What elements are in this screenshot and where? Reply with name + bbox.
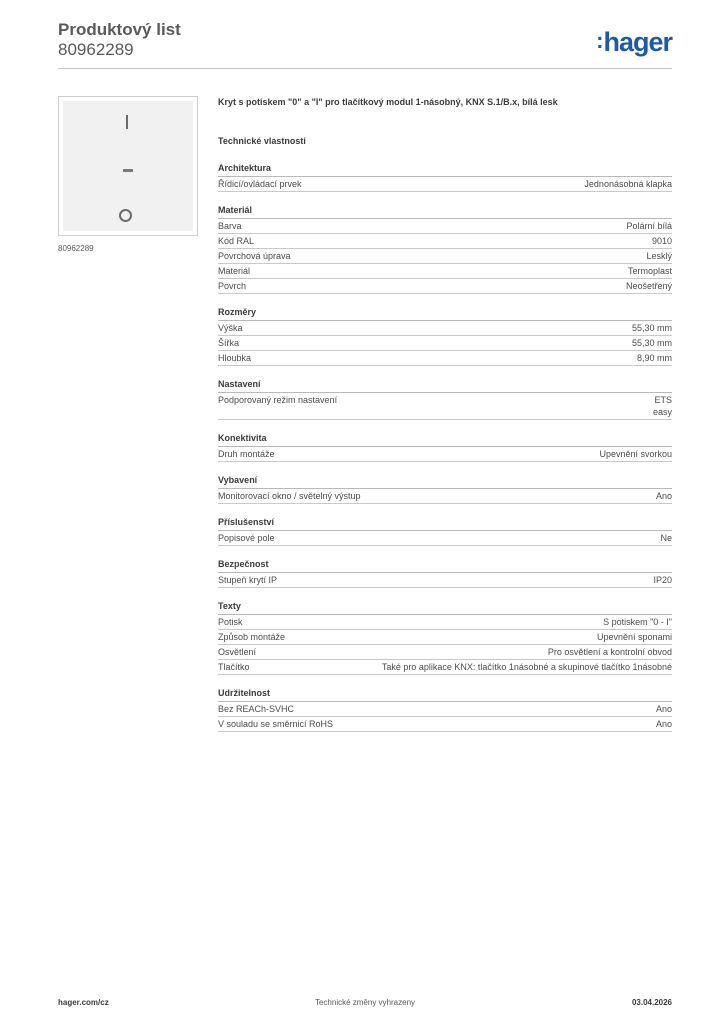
property-value: Neošetřený xyxy=(625,281,672,291)
switch-cover-face xyxy=(63,101,193,231)
property-value: Termoplast xyxy=(627,266,672,276)
property-value: Lesklý xyxy=(646,251,672,261)
property-row xyxy=(218,393,672,420)
property-label: Druh montáže xyxy=(218,449,275,459)
property-label: Potisk xyxy=(218,617,243,627)
property-row xyxy=(218,447,672,462)
property-label: V souladu se směrnicí RoHS xyxy=(218,719,334,729)
property-group xyxy=(218,432,672,462)
group-title: Bezpečnost xyxy=(218,558,672,573)
property-row xyxy=(218,702,672,717)
property-group xyxy=(218,378,672,420)
property-label: Kód RAL xyxy=(218,236,255,246)
property-value: Jednonásobná klapka xyxy=(584,179,672,189)
property-value: Pro osvětlení a kontrolní obvod xyxy=(547,647,672,657)
property-row xyxy=(218,630,672,645)
property-group xyxy=(218,600,672,675)
property-row xyxy=(218,234,672,249)
property-value: Polární bílá xyxy=(626,221,672,231)
property-row xyxy=(218,321,672,336)
property-label: Šířka xyxy=(218,338,240,348)
property-row xyxy=(218,717,672,732)
property-value: 55,30 mm xyxy=(631,338,672,348)
group-title: Materiál xyxy=(218,204,672,219)
property-row xyxy=(218,573,672,588)
property-label: Povrchová úprava xyxy=(218,251,291,261)
property-label: Tlačítko xyxy=(218,662,250,672)
hager-logo: :hager xyxy=(596,27,672,57)
property-label: Popisové pole xyxy=(218,533,275,543)
group-title: Architektura xyxy=(218,162,672,177)
on-symbol-icon xyxy=(126,115,128,129)
property-row xyxy=(218,489,672,504)
property-label: Hloubka xyxy=(218,353,252,363)
property-group xyxy=(218,558,672,588)
logo-text: hager xyxy=(603,27,672,57)
product-code: 80962289 xyxy=(58,40,134,59)
group-title: Nastavení xyxy=(218,378,672,393)
header-divider xyxy=(58,68,672,69)
property-row xyxy=(218,219,672,234)
property-label: Výška xyxy=(218,323,243,333)
property-row xyxy=(218,249,672,264)
property-value: 55,30 mm xyxy=(631,323,672,333)
product-image xyxy=(58,96,198,236)
property-row xyxy=(218,531,672,546)
group-title: Texty xyxy=(218,600,672,615)
property-value: 9010 xyxy=(651,236,672,246)
property-value: Ano xyxy=(655,704,672,714)
page-header xyxy=(58,20,672,60)
property-label: Povrch xyxy=(218,281,247,291)
group-title: Udržitelnost xyxy=(218,687,672,702)
property-value: Ne xyxy=(660,533,672,543)
footer-website-link[interactable]: hager.com/cz xyxy=(58,998,109,1007)
property-label: Monitorovací okno / světelný výstup xyxy=(218,491,361,501)
property-label: Podporovaný režim nastavení xyxy=(218,395,338,405)
section-title: Technické vlastnosti xyxy=(218,136,306,146)
property-value: ETS easy xyxy=(652,395,672,417)
property-row xyxy=(218,279,672,294)
footer-note: Technické změny vyhrazeny xyxy=(314,998,416,1007)
property-label: Bez REACh-SVHC xyxy=(218,704,295,714)
property-row xyxy=(218,660,672,675)
property-value: IP20 xyxy=(653,575,672,585)
property-value: Ano xyxy=(655,491,672,501)
property-value: 8,90 mm xyxy=(636,353,672,363)
image-caption: 80962289 xyxy=(58,244,94,253)
property-value: Upevnění sponami xyxy=(596,632,672,642)
property-row xyxy=(218,264,672,279)
property-value: Také pro aplikace KNX: tlačítko 1násobné a skupinové tlačítko 1násobné xyxy=(381,662,672,672)
property-label: Řídicí/ovládací prvek xyxy=(218,179,302,189)
property-value: S potiskem "0 - I" xyxy=(603,617,672,627)
property-value: Upevnění svorkou xyxy=(599,449,672,459)
property-value: Ano xyxy=(655,719,672,729)
footer-date: 03.04.2026 xyxy=(631,998,672,1007)
property-group xyxy=(218,687,672,732)
property-group xyxy=(218,306,672,366)
property-label: Barva xyxy=(218,221,242,231)
group-title: Rozměry xyxy=(218,306,672,321)
property-label: Osvětlení xyxy=(218,647,257,657)
properties-list xyxy=(218,162,672,732)
document-title: Produktový list xyxy=(58,20,181,39)
led-window-icon xyxy=(123,169,133,172)
product-details xyxy=(218,96,672,744)
group-title: Vybavení xyxy=(218,474,672,489)
property-label: Materiál xyxy=(218,266,251,276)
property-group xyxy=(218,204,672,294)
property-group xyxy=(218,474,672,504)
group-title: Konektivita xyxy=(218,432,672,447)
property-row xyxy=(218,645,672,660)
property-row xyxy=(218,615,672,630)
property-label: Způsob montáže xyxy=(218,632,286,642)
product-description: Kryt s potiskem "0" a "I" pro tlačítkový modul 1-násobný, KNX S.1/B.x, bílá lesk xyxy=(218,97,558,107)
property-row xyxy=(218,351,672,366)
property-label: Stupeň krytí IP xyxy=(218,575,278,585)
property-row xyxy=(218,336,672,351)
property-row xyxy=(218,177,672,192)
property-group xyxy=(218,162,672,192)
property-group xyxy=(218,516,672,546)
off-symbol-icon xyxy=(119,209,132,222)
group-title: Příslušenství xyxy=(218,516,672,531)
